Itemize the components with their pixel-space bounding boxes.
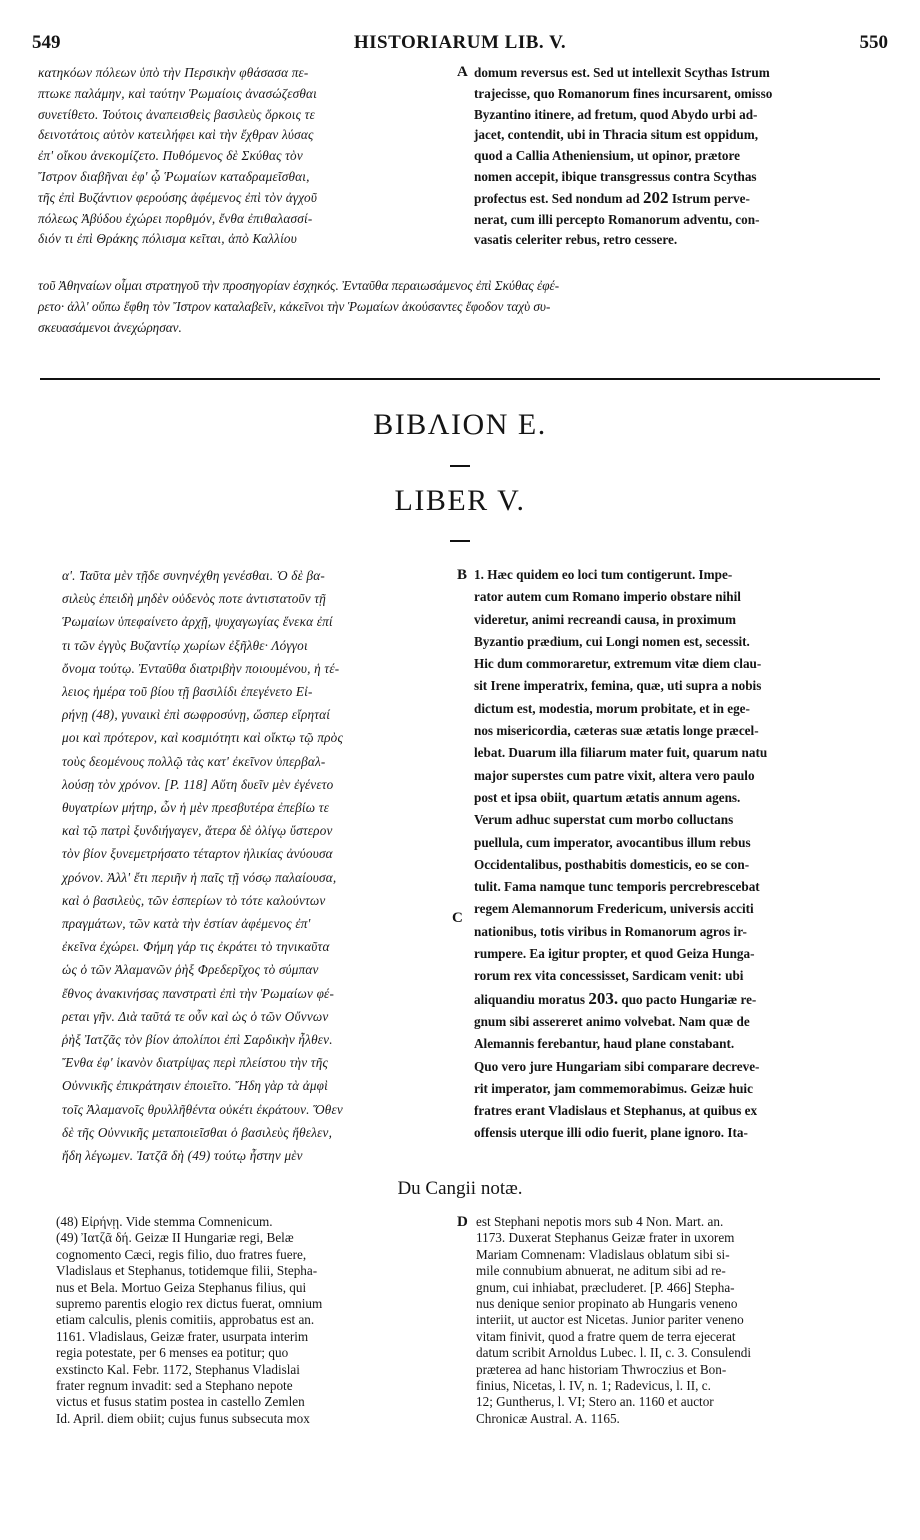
text-line: 1. Hæc quidem eo loci tum contigerunt. Impe- <box>474 567 733 582</box>
text-line: ἐπ' οἴκου ἀνεκομίζετο. Πυθόμενος δὲ Σκύθας τὸν <box>38 148 303 164</box>
text-line: διόν τι ἐπὶ Θράκης πόλισμα κεῖται, ἀπὸ Καλλίου <box>38 231 297 247</box>
text-line: δεινοτάτοις αὐτὸν κατειλήφει καὶ τὴν ἔχθραν λύσας <box>38 127 314 143</box>
section-number: 202 <box>643 187 669 207</box>
text-segment: quo pacto Hungariæ re- <box>621 991 757 1007</box>
text-line: fratres erant Vladislaus et Stephanus, at quibus ex <box>474 1103 758 1119</box>
text-line: λειος ἡμέρα τοῦ βίου τῇ βασιλίδι ἐπεγένετο Εἰ- <box>62 684 313 700</box>
section-number: 203. <box>588 988 619 1008</box>
text-line: Verum adhuc superstat cum morbo colluctans <box>474 812 734 828</box>
text-line: συνετίθετο. Τούτοις ἀναπεισθεὶς βασιλεὺς ὅρκοις τε <box>38 106 315 122</box>
margin-letter-d: D <box>457 1214 468 1230</box>
greek-book-title: ΒΙΒΛΙΟΝ Ε. <box>373 408 547 441</box>
note-line: Vladislaus et Stephanus, totidemque filii, Stepha- <box>56 1263 318 1279</box>
text-line: Alemannis ferebantur, haud plane constabant. <box>474 1036 735 1052</box>
margin-letter-a: A <box>457 64 468 80</box>
text-line: nationibus, totis viribus in Romanorum agros ir- <box>474 923 747 939</box>
text-line: ὡς ὁ τῶν Ἀλαμανῶν ῥὴξ Φρεδερῖχος τὸ σύμπαν <box>62 962 319 978</box>
text-line: τοῖς Ἀλαμανοῖς θρυλλῆθέντα οὐκέτι ἐκράτουν. Ὅθεν <box>62 1101 343 1117</box>
text-line <box>474 988 884 1011</box>
note-line: victus et fusus statim postea in castello Zemlen <box>56 1394 305 1410</box>
text-line: ἐκεῖνα ἐχώρει. Φήμη γάρ τις ἐκράτει τὸ τηνικαῦτα <box>62 939 330 955</box>
note-line: Chronicæ Austral. A. 1165. <box>476 1410 620 1426</box>
text-line: α'. Ταῦτα μὲν τῇδε συνηνέχθη γενέσθαι. Ὁ δὲ βα- <box>62 568 325 583</box>
text-line: vasatis celeriter rebus, retro cessere. <box>474 232 678 248</box>
note-line: nus denique senior propinato ab Hungaris veneno <box>476 1296 738 1312</box>
body-greek-column <box>62 564 457 1167</box>
text-line: κατηκόων πόλεων ὑπὸ τὴν Περσικὴν φθάσασα πε- <box>38 65 309 80</box>
text-line: ρήνῃ (48), γυναικὶ ἐπὶ σωφροσύνῃ, ὥσπερ εἴρηταί <box>62 707 331 723</box>
text-line: dictum est, modestia, morum probitate, et in ege- <box>474 700 750 716</box>
text-line: rorum rex vita concessisset, Sardicam venit: ubi <box>474 968 744 984</box>
text-line: Byzantio prædium, cui Longi nomen est, secessit. <box>474 633 750 649</box>
section-divider <box>40 378 880 380</box>
text-line: ἔθνος ἀνακινήσας πανστρατὶ ἐπὶ τὴν Ῥωμαίων φέ- <box>62 985 335 1001</box>
note-line: nus et Bela. Mortuo Geiza Stephanus filius, qui <box>56 1279 307 1295</box>
note-line: 1161. Vladislaus, Geizæ frater, usurpata interim <box>56 1328 309 1344</box>
text-line: ὄνομα τούτῳ. Ἐνταῦθα διατριβὴν ποιουμένου, ἡ τέ- <box>62 660 340 676</box>
text-line: tulit. Fama namque tunc temporis percrebrescebat <box>474 879 760 895</box>
text-line: offensis uterque illi odio fuerit, plane ignoro. Ita- <box>474 1125 748 1141</box>
title-dash <box>450 540 470 542</box>
text-line: rit imperator, jam commemorabimus. Geizæ huic <box>474 1080 753 1096</box>
body-latin-column <box>474 564 884 1145</box>
text-segment: Istrum perve- <box>671 190 750 206</box>
note-line: cognomento Cæci, regis filio, duo fratres fuere, <box>56 1246 307 1262</box>
note-line: 1173. Duxerat Stephanus Geizæ frater in uxorem <box>476 1230 735 1246</box>
text-line: nerat, cum illi percepto Romanorum adventu, con- <box>474 211 760 227</box>
text-line: videretur, animi recreandi causa, in proximum <box>474 611 736 627</box>
note-line: 12; Guntherus, l. VI; Stero an. 1160 et auctor <box>476 1394 714 1410</box>
notes-left-column <box>56 1214 451 1427</box>
text-line: πόλεως Ἀβύδου ἐχώρει πορθμόν, ἔνθα ἐπιθαλασσί- <box>38 210 313 226</box>
text-line: Ἔνθα ἐφ' ἱκανὸν διατρίψας περὶ πλείστου τὴν τῆς <box>62 1055 329 1071</box>
text-line: λούσῃ τὸν χρόνον. [P. 118] Αὕτη δυεῖν μὲν ἐγένετο <box>62 776 334 792</box>
text-line: lebat. Duarum illa filiarum mater fuit, quarum natu <box>474 745 768 761</box>
text-line: Quo vero jure Hungariam sibi comparare decreve- <box>474 1058 760 1074</box>
note-line: (48) Εἰρήνῃ. Vide stemma Comnenicum. <box>56 1214 273 1229</box>
note-line: est Stephani nepotis mors sub 4 Non. Mart. an. <box>476 1214 724 1229</box>
top-greek-column <box>38 63 458 250</box>
text-line: τοὺς δεομένους πολλῷ τὰς κατ' ἐκεῖνον ὑπερβαλ- <box>62 753 326 769</box>
text-line: Οὐννικῆς ἐπικράτησιν ἐποιεῖτο. Ἤδη γὰρ τὰ ἀμφὶ <box>62 1078 329 1094</box>
note-line: vitam finivit, quod a fratre quem de terra ejecerat <box>476 1328 736 1344</box>
text-line: Ἴστρον διαβῆναι ἐφ' ᾧ Ῥωμαίων καταδραμεῖσθαι, <box>38 168 310 184</box>
latin-book-title: LIBER V. <box>394 484 526 517</box>
right-page-number: 550 <box>859 32 888 53</box>
text-line: gnum sibi assereret animo volvebat. Nam quæ de <box>474 1013 750 1029</box>
text-line: major superstes cum patre vixit, altera vero paulo <box>474 767 755 783</box>
text-line: puellula, cum imperator, avocantibus illum rebus <box>474 834 751 850</box>
text-line: πραγμάτων, τῶν κατὰ τὴν ἑστίαν ἀφέμενος ἐπ' <box>62 916 311 932</box>
note-line: mile connubium abnuerat, ne aditum sibi ad re- <box>476 1263 726 1279</box>
text-line: sit Irene imperatrix, femina, quæ, uti supra a nobis <box>474 678 762 694</box>
text-line: Byzantino itinere, ad fretum, quod Abydo urbi ad- <box>474 106 758 122</box>
text-line: καὶ τῷ πατρὶ ξυνδιήγαγεν, ἅτερα δὲ ὀλίγῳ ὕστερον <box>62 823 333 839</box>
note-line: (49) Ἰατζᾶ δή. Geizæ II Hungariæ regi, Belæ <box>56 1230 294 1246</box>
text-line: ρεται γῆν. Διὰ ταῦτά τε οὖν καὶ ὡς ὁ τῶν Οὔννων <box>62 1008 329 1024</box>
margin-letter-c: C <box>452 910 463 926</box>
notes-heading: Du Cangii notæ. <box>397 1178 523 1199</box>
running-header <box>32 32 888 60</box>
note-line: etiam calculis, plenis comitiis, approbatus est an. <box>56 1312 315 1328</box>
text-line: Ῥωμαίων ὑπεφαίνετο ἀρχῇ, ψυχαγωγίας ἕνεκα ἐπί <box>62 614 333 630</box>
full-width-line: τοῦ Ἀθηναίων οἶμαι στρατηγοῦ τὴν προσηγορίαν ἐσχηκός. Ἐνταῦθα περαιωσάμενος ἐπὶ Σκύθας ἐφέ- <box>38 278 560 293</box>
text-line: nomen accepit, ibique transgressus contra Scythas <box>474 168 757 184</box>
text-line: regem Alemannorum Fredericum, universis acciti <box>474 901 754 917</box>
text-segment: aliquandiu moratus <box>474 991 586 1007</box>
title-dash <box>450 465 470 467</box>
text-line: quod a Callia Atheniensium, ut opinor, prætore <box>474 148 740 164</box>
text-line: τι τῶν ἐγγὺς Βυζαντίῳ χωρίων ἐξῆλθε· Λόγγοι <box>62 637 308 653</box>
text-line: θυγατρίων μήτηρ, ὧν ἡ μὲν πρεσβυτέρα ἐπεβίω τε <box>62 800 330 816</box>
text-line: Occidentalibus, posthabitis domesticis, eo se con- <box>474 856 750 872</box>
text-line: domum reversus est. Sed ut intellexit Scythas Istrum <box>474 65 770 80</box>
text-line: τὸν βίον ξυνεμετρήσατο τέταρτον ἡλικίας ἀνύουσα <box>62 846 333 862</box>
text-line: καὶ ὁ βασιλεὺς, τῶν ἑσπερίων τὸ τότε καλούντων <box>62 892 326 908</box>
text-line <box>474 188 884 210</box>
text-line: ἤδη λέγωμεν. Ἰατζᾶ δὴ (49) τούτῳ ἦστην μὲν <box>62 1148 303 1164</box>
note-line: gnum, cui inhiabat, præcluderet. [P. 466] Stepha- <box>476 1279 735 1295</box>
margin-letter-b: B <box>457 567 468 583</box>
text-line: jacet, contendit, ubi in Thracia situm est oppidum, <box>474 127 759 143</box>
text-line: μοι καὶ πρότερον, καὶ κοσμιότητι καὶ οἴκτῳ τῷ πρὸς <box>62 730 344 746</box>
note-line: exstincto Kal. Febr. 1172, Stephanus Vladislai <box>56 1361 300 1377</box>
note-line: regia potestate, per 6 menses ea potitur; quo <box>56 1345 289 1361</box>
note-line: Id. April. diem obiit; cujus funus subsecuta mox <box>56 1410 310 1426</box>
top-latin-column <box>474 63 884 251</box>
text-line: σιλεὺς ἐπειδὴ μηδὲν οὐδενὸς ποτε ἀντιστατοῦν τῇ <box>62 591 327 607</box>
text-line: trajecisse, quo Romanorum fines incursarent, omisso <box>474 85 773 101</box>
running-title: HISTORIARUM LIB. V. <box>353 32 567 53</box>
text-line: δὲ τῆς Οὐννικῆς μεταποιεῖσθαι ὁ βασιλεὺς ἤθελεν, <box>62 1124 333 1140</box>
text-line: nos misericordia, cæteras suæ ætatis longe præcel- <box>474 723 759 739</box>
note-line: datum scribit Arnoldus Lubec. l. II, c. 3. Consulendi <box>476 1345 752 1361</box>
note-line: frater regnum invadit: sed a Stephano nepote <box>56 1378 293 1394</box>
full-width-line: ρετο· ἀλλ' οὔπω ἔφθη τὸν Ἴστρον καταλαβεῖν, κἀκεῖνοι τὴν Ῥωμαίων ἀκούσαντες ἔφοδον ταχὺ συ- <box>38 299 551 314</box>
note-line: interiit, ut auctor est Nicetas. Junior pariter veneno <box>476 1312 744 1328</box>
text-line: πτωκε παλάμην, καὶ ταύτην Ῥωμαίοις ἀνασώζεσθαι <box>38 85 318 101</box>
note-line: supremo parentis elogio rex dictus fuerat, omnium <box>56 1296 323 1312</box>
text-line: rator autem cum Romano imperio obstare nihil <box>474 589 741 605</box>
text-line: τῆς ἐπὶ Βυζάντιον φερούσης ἀφέμενος ἐπὶ τὸν ἀγχοῦ <box>38 189 318 205</box>
text-line: ῥὴξ Ἰατζᾶς τὸν βίον ἀπολίποι ἐπὶ Σαρδικὴν ἦλθεν. <box>62 1032 333 1048</box>
full-width-line: σκευασάμενοι ἀνεχώρησαν. <box>38 320 182 335</box>
text-line: rumpere. Ea igitur propter, et quod Geiza Hunga- <box>474 946 755 962</box>
note-line: præterea ad hanc historiam Thwroczius et Bon- <box>476 1361 727 1377</box>
text-line: χρόνον. Ἀλλ' ἔτι περιῆν ἡ παῖς τῇ νόσῳ παλαίουσα, <box>62 869 337 885</box>
text-line: Hic dum commoraretur, extremum vitæ diem clau- <box>474 656 762 672</box>
text-line: post et ipsa obiit, quartum ætatis annum agens. <box>474 789 741 805</box>
left-page-number: 549 <box>32 32 61 53</box>
note-line: finius, Nicetas, l. IV, n. 1; Radevicus, l. II, c. <box>476 1378 711 1394</box>
note-line: Mariam Comnenam: Vladislaus oblatum sibi si- <box>476 1246 730 1262</box>
notes-right-column <box>476 1214 886 1427</box>
text-segment: profectus est. Sed nondum ad <box>474 190 640 206</box>
